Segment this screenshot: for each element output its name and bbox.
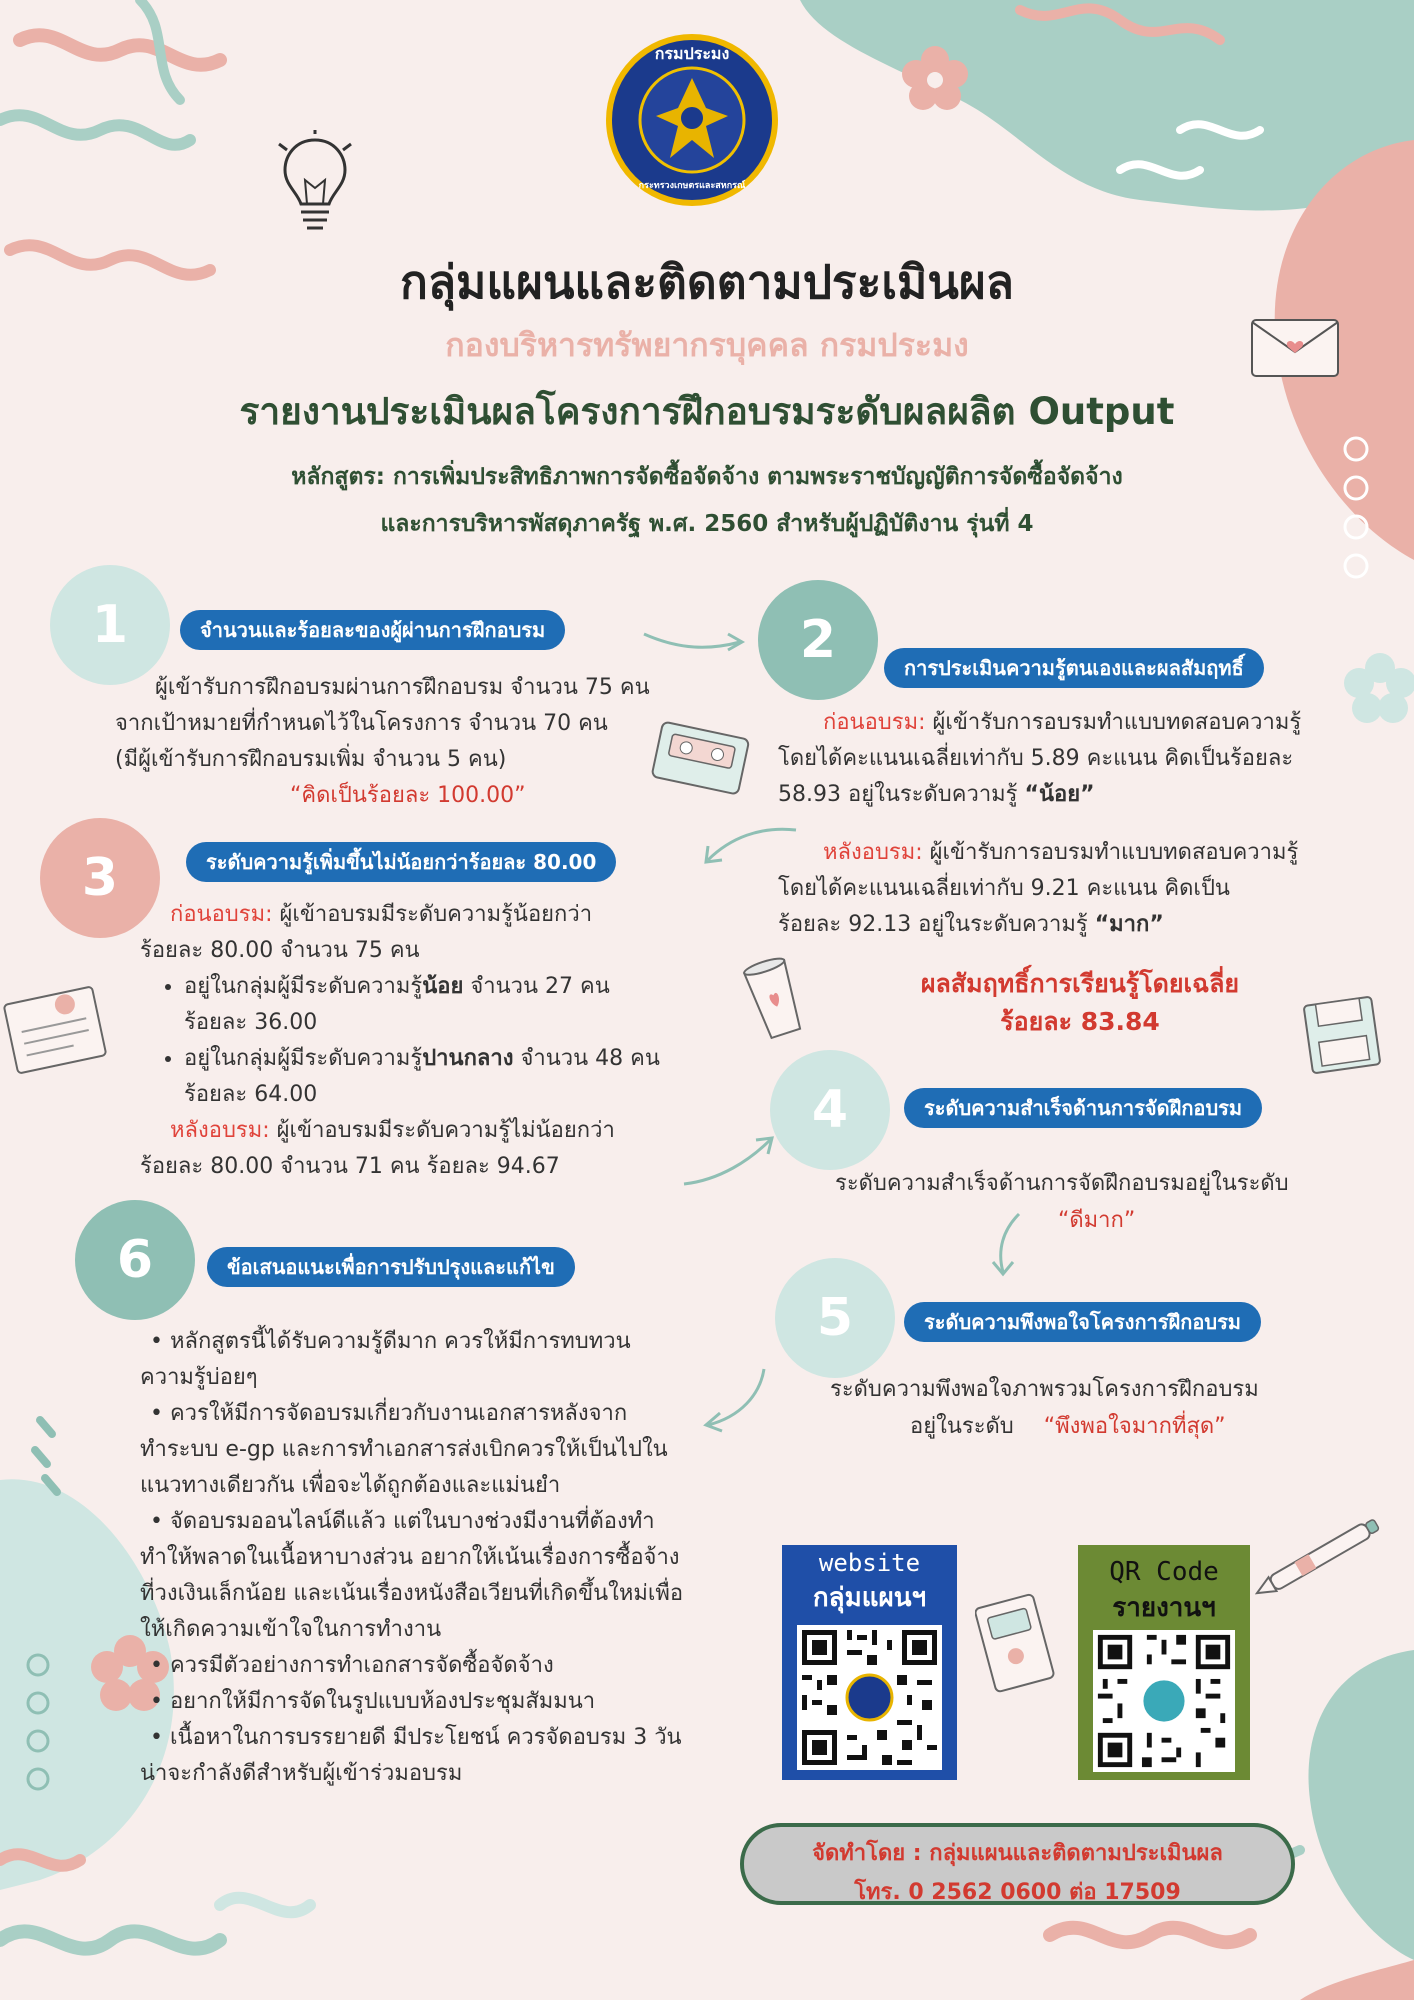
section-4-line: ระดับความสำเร็จด้านการจัดฝึกอบรมอยู่ในระดับ [835,1171,1289,1196]
section-6-number: 6 [75,1200,195,1320]
section-1-line-1: ผู้เข้ารับการฝึกอบรมผ่านการฝึกอบรม จำนวน 75 คน [155,675,650,700]
report-qr-label-2: รายงานฯ [1112,1593,1216,1623]
section-1-result: “คิดเป็นร้อยละ 100.00” [290,783,526,808]
section-1-body [115,670,715,814]
section-2-body [778,705,1378,943]
section-3-after-line-2: ร้อยละ 80.00 จำนวน 71 คน ร้อยละ 94.67 [140,1154,560,1179]
section-2-after-label: หลังอบรม: [823,840,923,865]
section-2-after-level: “มาก” [1094,912,1164,937]
section-2-average-value: ร้อยละ 83.84 [1000,1007,1160,1036]
section-1-number: 1 [50,565,170,685]
section-3-heading: ระดับความรู้เพิ่มขึ้นไม่น้อยกว่าร้อยละ 80.00 [186,842,616,882]
logo-text-bottom: กระทรวงเกษตรและสหกรณ์ [638,181,746,191]
section-5-heading: ระดับความพึงพอใจโครงการฝึกอบรม [904,1302,1261,1342]
website-qr-label-1: website [818,1549,921,1577]
course-line-1: หลักสูตร: การเพิ่มประสิทธิภาพการจัดซื้อจัดจ้าง ตามพระราชบัญญัติการจัดซื้อจัดจ้าง [291,464,1123,490]
report-title: รายงานประเมินผลโครงการฝึกอบรมระดับผลผลิต Output [239,390,1175,433]
arrow-3-to-4-icon [680,1130,780,1190]
floppy-icon [1302,995,1382,1075]
suggestion-1: • หลักสูตรนี้ได้รับความรู้ดีมาก ควรให้มีการทบทวน ความรู้บ่อยๆ [140,1329,631,1390]
section-4-number: 4 [770,1050,890,1170]
report-qr-code[interactable] [1093,1630,1235,1772]
suggestion-2: • ควรให้มีการจัดอบรมเกี่ยวกับงานเอกสารหลังจาก ทำระบบ e-gp และการทำเอกสารส่งเบิกควรให้เป็นไปใน แนวทางเดียวกัน เพื่อจะได้ถูกต้องและแม่นยำ [140,1401,668,1498]
department-logo [602,30,782,210]
section-3-after-label: หลังอบรม: [170,1118,270,1143]
section-1-line-3: (มีผู้เข้ารับการฝึกอบรมเพิ่ม จำนวน 5 คน) [115,747,507,772]
page-subtitle: กองบริหารทรัพยากรบุคคล กรมประมง [445,326,969,364]
website-qr-code[interactable] [797,1625,942,1770]
section-2-number: 2 [758,580,878,700]
section-3-before-line-1: ผู้เข้าอบรมมีระดับความรู้น้อยกว่า [272,902,593,927]
cup-icon [740,955,810,1045]
report-qr-label-1: QR Code [1109,1557,1219,1587]
arrow-1-to-2-icon [640,620,750,660]
section-2-after-line-2: โดยได้คะแนนเฉลี่ยเท่ากับ 9.21 คะแนน คิดเป็น [778,876,1230,901]
section-5-line-2: อยู่ในระดับ “พึงพอใจมากที่สุด” [910,1414,1226,1439]
course-line-2: และการบริหารพัสดุภาครัฐ พ.ศ. 2560 สำหรับผู้ปฏิบัติงาน รุ่นที่ 4 [380,511,1034,537]
footer-credit: จัดทำโดย : กลุ่มแผนและติดตามประเมินผล [812,1841,1223,1866]
logo-text-top: กรมประมง [654,44,730,63]
section-3-bullets [140,969,780,1113]
section-2-before-level: “น้อย” [1024,782,1095,807]
section-2-before-line-2: โดยได้คะแนนเฉลี่ยเท่ากับ 5.89 คะแนน คิดเป็นร้อยละ [778,746,1294,771]
notebook-icon [0,985,110,1075]
website-qr-label-2: กลุ่มแผนฯ [812,1583,927,1613]
suggestion-6: • เนื้อหาในการบรรยายดี มีประโยชน์ ควรจัดอบรม 3 วัน น่าจะกำลังดีสำหรับผู้เข้าร่วมอบรม [140,1725,682,1786]
suggestion-4: • ควรมีตัวอย่างการทำเอกสารจัดซื้อจัดจ้าง [150,1653,554,1678]
section-3-bullet-1: • อยู่ในกลุ่มผู้มีระดับความรู้น้อย จำนวน 27 คน ร้อยละ 36.00 [184,969,780,1041]
section-2-average-label: ผลสัมฤทธิ์การเรียนรู้โดยเฉลี่ย [920,969,1240,998]
section-1-line-2: จากเป้าหมายที่กำหนดไว้ในโครงการ จำนวน 70 คน [115,711,608,736]
section-3-before-line-2: ร้อยละ 80.00 จำนวน 75 คน [140,938,420,963]
page-title: กลุ่มแผนและติดตามประเมินผล [400,255,1014,309]
section-2-heading: การประเมินความรู้ตนเองและผลสัมฤทธิ์ [884,648,1264,688]
section-5-number: 5 [775,1258,895,1378]
website-qr-card[interactable] [782,1545,957,1780]
section-2-before-label: ก่อนอบรม: [823,710,926,735]
section-4-heading: ระดับความสำเร็จด้านการจัดฝึกอบรม [904,1088,1262,1128]
section-2-after-line-3: ร้อยละ 92.13 อยู่ในระดับความรู้ [778,912,1095,937]
suggestion-5: • อยากให้มีการจัดในรูปแบบห้องประชุมสัมมนา [150,1689,596,1714]
section-2-before-line-3: 58.93 อยู่ในระดับความรู้ [778,782,1025,807]
section-3-number: 3 [40,818,160,938]
section-1-heading: จำนวนและร้อยละของผู้ผ่านการฝึกอบรม [180,610,565,650]
section-3-before-label: ก่อนอบรม: [170,902,273,927]
section-6-heading: ข้อเสนอแนะเพื่อการปรับปรุงและแก้ไข [207,1247,575,1287]
section-2-after-line-1: ผู้เข้ารับการอบรมทำแบบทดสอบความรู้ [922,840,1299,865]
section-2-before-line-1: ผู้เข้ารับการอบรมทำแบบทดสอบความรู้ [925,710,1302,735]
section-4-result: “ดีมาก” [1058,1208,1136,1233]
section-3-after-line-1: ผู้เข้าอบรมมีระดับความรู้ไม่น้อยกว่า [269,1118,615,1143]
section-6-list [140,1324,760,1792]
notebook-doodle-icon [975,1590,1055,1700]
arrow-4-to-5-icon [985,1210,1025,1280]
section-5-result: “พึงพอใจมากที่สุด” [1043,1414,1226,1439]
footer-phone: โทร. 0 2562 0600 ต่อ 17509 [854,1880,1181,1905]
report-qr-card[interactable] [1078,1545,1250,1780]
arrow-2-to-3-icon [700,820,800,870]
cassette-icon [650,720,750,800]
suggestion-3: • จัดอบรมออนไลน์ดีแล้ว แต่ในบางช่วงมีงานที่ต้องทำ ทำให้พลาดในเนื้อหาบางส่วน อยากให้เน้นเรื่องการซื้อจ้าง ที่วงเงินเล็กน้อย และเน้นเรื่องหนังสือเวียนที่เกิดขึ้นใหม่เพื่อ ให้เกิดความเข้าใจในการทำงาน [140,1509,684,1642]
footer-credit-box [740,1823,1295,1905]
lightbulb-icon [275,130,355,250]
section-3-bullet-2: • อยู่ในกลุ่มผู้มีระดับความรู้ปานกลาง จำนวน 48 คน ร้อยละ 64.00 [184,1041,780,1113]
pen-icon [1255,1510,1395,1600]
section-5-line-1: ระดับความพึงพอใจภาพรวมโครงการฝึกอบรม [830,1377,1259,1402]
